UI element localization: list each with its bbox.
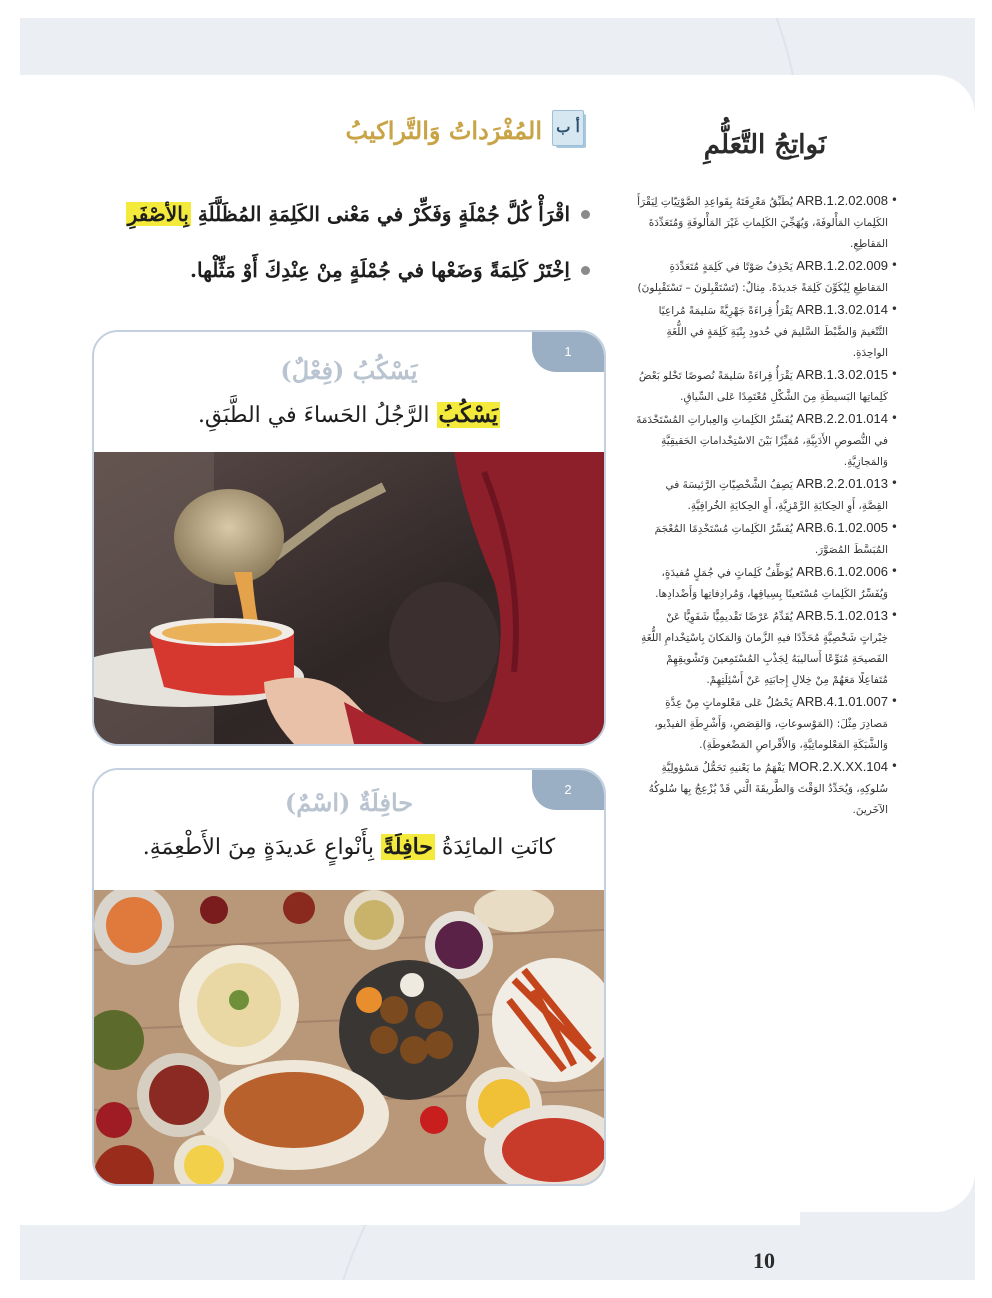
- page-number: 10: [753, 1248, 775, 1273]
- vocabulary-word: يَسْكُبُ (فِعْلٌ): [280, 356, 418, 385]
- vocabulary-card-2: [92, 768, 606, 1186]
- instruction-item-1: اقْرَأْ كُلَّ جُمْلَةٍ وَفَكِّرْ في مَعْنى الكَلِمَةِ المُظَلَّلَةِ بِالأصْفَرِ: [140, 190, 592, 246]
- card-number: 2: [532, 770, 604, 810]
- learning-outcome-item: [636, 299, 898, 364]
- outcome-code: ARB.1.2.02.008: [796, 193, 888, 208]
- highlight-yellow-word: بِالأصْفَرِ: [127, 202, 189, 226]
- outcome-code: ARB.5.1.02.013: [796, 608, 888, 623]
- learning-outcome-item: [636, 756, 898, 821]
- outcome-text: يُطَبِّقُ مَعْرِفَتَهُ بِقَواعِدِ الصَّوْتِيّاتِ لِيَقْرَأَ الكَلِماتِ المَأْلوفَةَ، وَيُهَجِّيَ الكَلِماتِ غَيْرَ المَأْلوفَةِ وَمُتَعَدِّدَةَ المَقاطِعِ.: [637, 196, 888, 250]
- outcome-text: يَصِفُ الشَّخْصِيّاتِ الرَّئيسَةَ في القِصَّةِ، أَوِ الحِكايَةِ الرَّمْزِيَّةِ، أَوِ الحِكايَةِ الخُرافِيَّةِ.: [665, 479, 888, 512]
- outcome-text: يَفْهَمُ ما يَعْنيهِ تَحَمُّلُ مَسْؤولِيَّةِ سُلوكِهِ، وَيُحَدِّدُ الوَقْتَ وَالطَّريقَةَ الَّتي قَدْ يُزْعِجُ بِها سُلوكُهُ الآخَرينَ.: [648, 762, 888, 816]
- outcome-code: ARB.6.1.02.005: [796, 520, 888, 535]
- learning-outcomes-title: نَواتِجُ التَّعَلُّمِ: [703, 130, 827, 160]
- outcome-text: يُفَسِّرُ الكَلِماتِ مُسْتَخْدِمًا المُعْجَمَ المُبَسَّطَ المُصَوَّرَ.: [654, 523, 888, 556]
- outcome-text: يَحْصُلُ عَلى مَعْلوماتٍ مِنْ عِدَّةِ مَصادِرَ مِثْلَ: (المَوْسوعاتِ، وَالقِصَصِ، وَأَشْرِطَةِ الفيدْيو، وَالشَّبَكَةِ المَعْلوماتِيَّةِ، وَالأَقْراصِ المَضْغوطَةِ).: [654, 697, 888, 751]
- learning-outcomes-list: [636, 190, 898, 821]
- learning-outcome-item: [636, 691, 898, 756]
- vocabulary-word: حافِلَةٌ (اسْمٌ): [284, 788, 414, 817]
- instruction-item-2: اِخْتَرْ كَلِمَةً وَضَعْها في جُمْلَةٍ مِنْ عِنْدِكَ أَوْ مَثِّلْها.: [140, 246, 592, 302]
- outcome-code: ARB.1.2.02.009: [796, 258, 888, 273]
- example-sentence: يَسْكُبُ الرَّجُلُ الحَساءَ في الطَّبَقِ.: [197, 402, 499, 428]
- outcome-text: يَحْذِفُ صَوْتًا في كَلِمَةٍ مُتَعَدِّدَةِ المَقاطِعِ لِيُكَوِّنَ كَلِمَةً جَديدَةً. مِثالٌ: (تَسْتَقْبِلونَ – تَسْتَقْبِلونَ): [637, 261, 888, 294]
- learning-outcome-item: [636, 517, 898, 561]
- learning-outcome-item: [636, 408, 898, 473]
- soup-pouring-photo: [94, 452, 604, 744]
- outcome-code: ARB.1.3.02.014: [796, 302, 888, 317]
- outcome-text: يُفَسِّرُ الكَلِماتِ وَالعِباراتِ المُسْتَخْدَمَةَ في النُّصوصِ الأَدَبِيَّةِ، مُمَيِّزًا بَيْنَ الاسْتِخْداماتِ الحَقيقِيَّةِ وَالمَجازِيَّةِ.: [636, 414, 888, 468]
- example-sentence: كانَتِ المائِدَةُ حافِلَةً بِأَنْواعٍ عَديدَةٍ مِنَ الأَطْعِمَةِ.: [142, 834, 556, 860]
- outcome-text: يُقَدِّمُ عَرْضًا تَقْديمِيًّا شَفَوِيًّا عَنْ خِبْراتٍ شَخْصِيَّةٍ مُحَدِّدًا فيهِ الزَّمانَ وَالمَكانَ بِاسْتِخْدامِ اللُّغَةِ الفَصيحَةِ مُنَوِّعًا أَساليبَهُ لِجَذْبِ المُسْتَمِعينَ وَتَشْويقِهِمْ مُتَفاعِلًا مَعَهُمْ مِنْ خِلالِ إِجابَتِهِ عَنْ أَسْئِلَتِهِمْ.: [641, 611, 888, 686]
- outcome-code: ARB.4.1.01.007: [796, 694, 888, 709]
- outcome-code: ARB.2.2.01.014: [796, 411, 888, 426]
- outcome-code: MOR.2.X.XX.104: [788, 759, 888, 774]
- section-title: المُفْرَداتُ وَالتَّراكيبُ: [345, 115, 542, 145]
- highlighted-word: حافِلَةً: [382, 834, 433, 860]
- learning-outcome-item: [636, 255, 898, 299]
- outcome-text: يُوَظِّفُ كَلِماتٍ في جُمَلٍ مُفيدَةٍ، وَيُفَسِّرُ الكَلِماتِ مُسْتَعينًا بِسِياقِها، وَمُرادِفاتِها وَأَضْدادِها.: [655, 567, 888, 600]
- outcome-code: ARB.6.1.02.006: [796, 564, 888, 579]
- card-number: 1: [532, 332, 604, 372]
- highlighted-word: يَسْكُبُ: [438, 402, 499, 428]
- outcome-text: يَقْرَأُ قِراءَةً جَهْرِيَّةً سَليمَةً مُراعِيًا التَّنْغيمَ وَالضَّبْطَ السَّليمَ في حُدودِ بِنْيَةِ كَلِمَةٍ في اللُّغَةِ الواحِدَةِ.: [658, 305, 888, 359]
- learning-outcome-item: [636, 605, 898, 691]
- vocabulary-card-1: [92, 330, 606, 746]
- instructions-list: [127, 190, 592, 302]
- learning-outcome-item: [636, 364, 898, 408]
- outcome-code: ARB.1.3.02.015: [796, 367, 888, 382]
- outcome-code: ARB.2.2.01.013: [796, 476, 888, 491]
- vertical-margin-text: [4, 300, 14, 1020]
- learning-outcome-item: [636, 561, 898, 605]
- learning-outcome-item: [636, 473, 898, 517]
- vocabulary-book-icon: أ ب: [550, 110, 588, 150]
- section-heading: [300, 108, 588, 152]
- outcome-text: يَقْرَأُ قِراءَةً سَليمَةً نُصوصًا تَخْلو بَعْضُ كَلِماتِها البَسيطَةِ مِنَ الشَّكْلِ مُعْتَمِدًا عَلى السِّياقِ.: [638, 370, 888, 403]
- food-table-photo: [94, 890, 604, 1184]
- learning-outcome-item: [636, 190, 898, 255]
